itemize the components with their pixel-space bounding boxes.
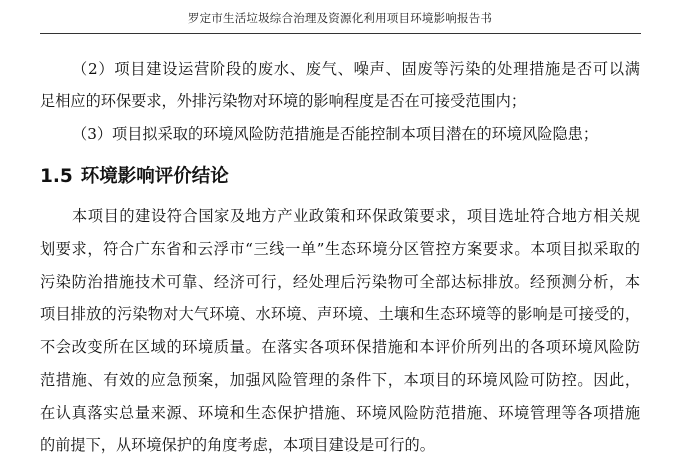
conclusion-line-8: 的前提下，从环境保护的角度考虑，本项目建设是可行的。 [40,436,435,454]
header-divider [40,33,641,34]
item-2-line-2: 足相应的环保要求，外排污染物对环境的影响程度是否在可接受范围内； [40,92,526,110]
conclusion-line-3: 污染防治措施技术可靠、经济可行，经处理后污染物可全部达标排放。经预测分析，本 [40,273,640,291]
conclusion-line-4: 项目排放的污染物对大气环境、水环境、声环境、土壤和生态环境等的影响是可接受的， [40,305,640,323]
section-number: 1.5 [40,166,73,187]
conclusion-line-7: 在认真落实总量来源、环境和生态保护措施、环境风险防范措施、环境管理等各项措施 [40,404,640,422]
item-3-line-1: （3）项目拟采取的环境风险防范措施是否能控制本项目潜在的环境风险隐患； [72,125,599,143]
conclusion-line-5: 不会改变所在区域的环境质量。在落实各项环保措施和本评价所列出的各项环境风险防 [40,338,640,356]
section-title: 环境影响评价结论 [80,166,229,187]
conclusion-line-2: 划要求，符合广东省和云浮市“三线一单”生态环境分区管控方案要求。本项目拟采取的 [40,240,640,258]
section-heading [40,164,229,190]
running-header: 罗定市生活垃圾综合治理及资源化利用项目环境影响报告书 [187,11,493,25]
item-2-line-1: （2）项目建设运营阶段的废水、废气、噪声、固废等污染的处理措施是否可以满 [72,60,640,78]
conclusion-line-1: 本项目的建设符合国家及地方产业政策和环保政策要求，项目选址符合地方相关规 [72,207,640,225]
conclusion-line-6: 范措施、有效的应急预案，加强风险管理的条件下，本项目的环境风险可防控。因此， [40,371,640,389]
